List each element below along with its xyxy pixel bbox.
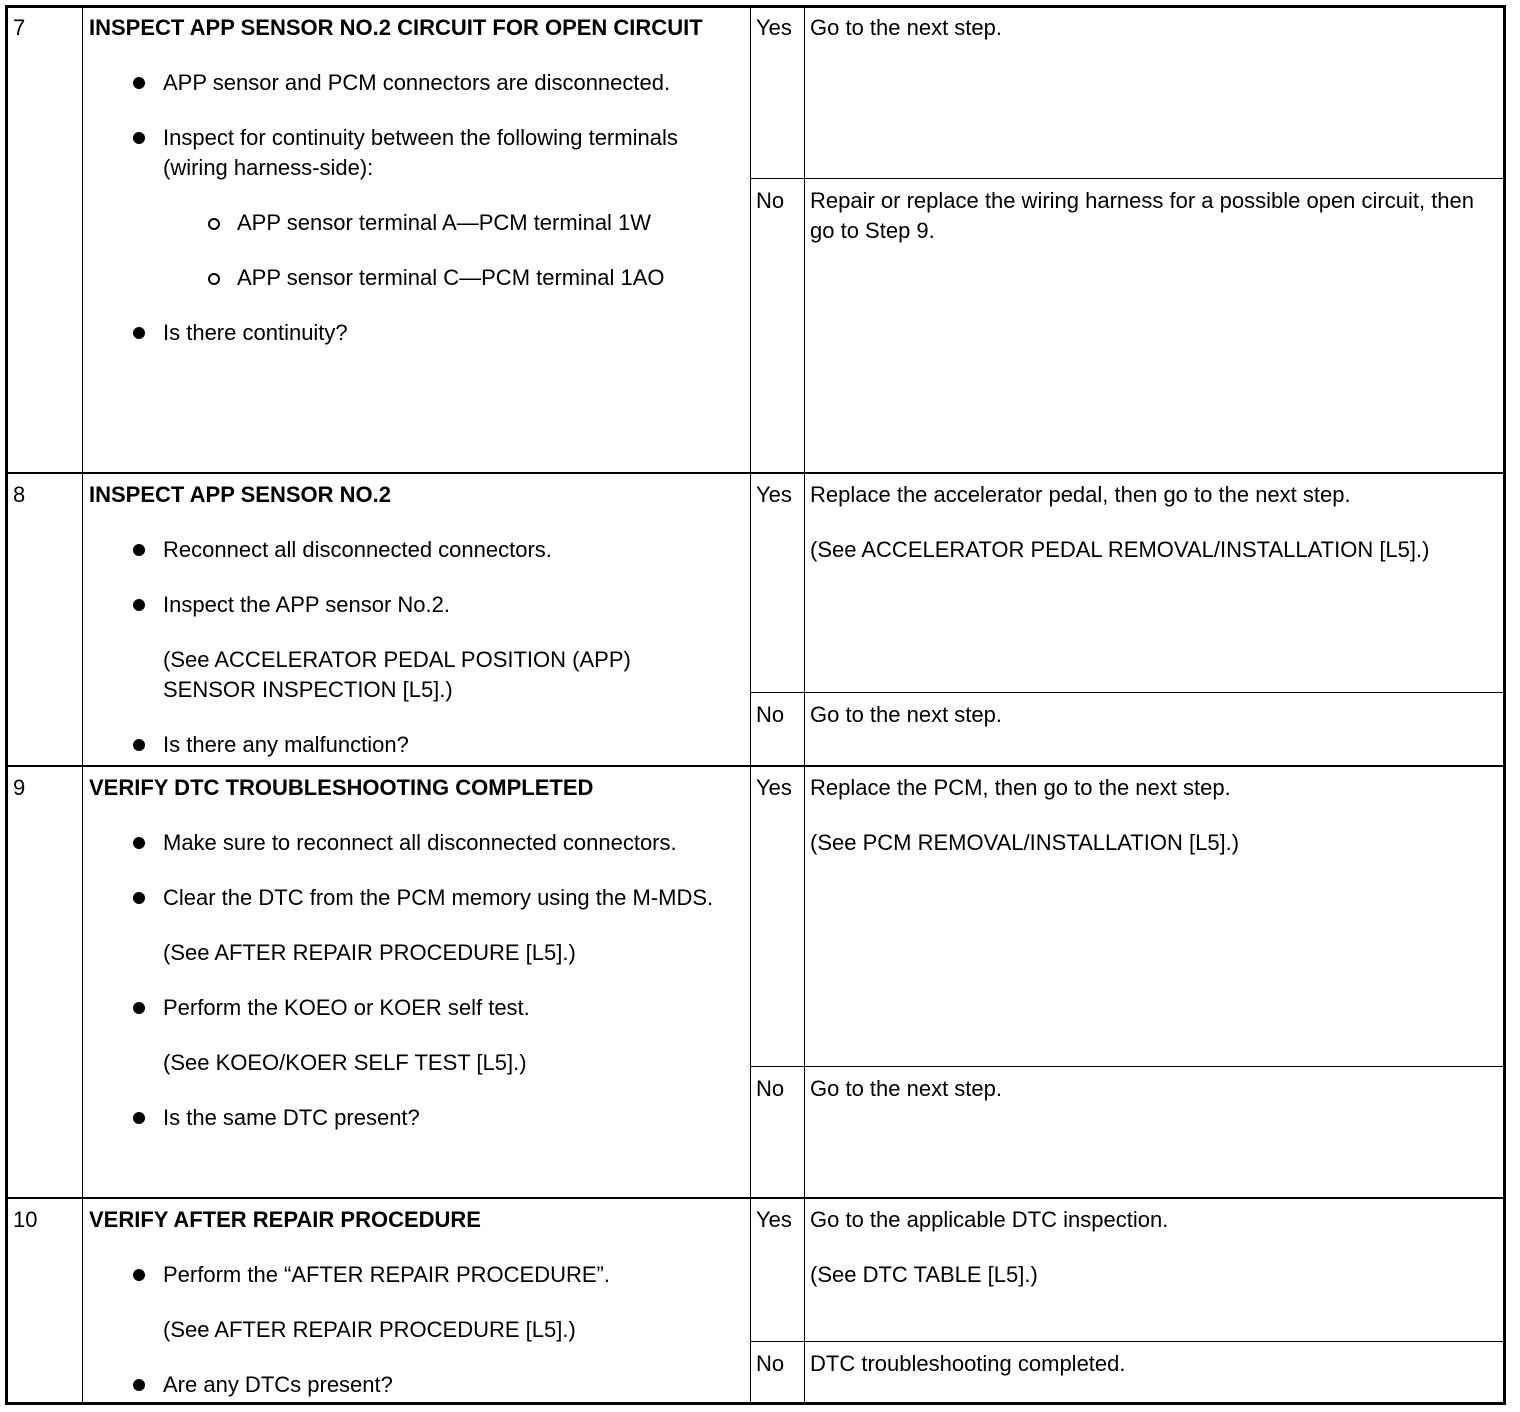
bullet-item: Is the same DTC present? — [89, 1103, 729, 1133]
answer-no: No — [756, 188, 785, 213]
sub-bullet-item: APP sensor terminal C—PCM terminal 1AO — [163, 263, 667, 293]
result-text: Go to the applicable DTC inspection. — [810, 1207, 1169, 1232]
result-text: Replace the accelerator pedal, then go to the next step. — [810, 482, 1351, 507]
reference-note: (See DTC TABLE [L5].) — [810, 1262, 1038, 1287]
answer-yes: Yes — [756, 15, 792, 40]
step-procedure — [89, 1205, 729, 1400]
yes-no-divider — [750, 178, 1503, 179]
row-divider — [8, 1197, 1503, 1199]
answer-yes: Yes — [756, 1207, 792, 1232]
bullet-item: Inspect the APP sensor No.2. — [89, 590, 729, 620]
reference-note: (See ACCELERATOR PEDAL REMOVAL/INSTALLATION [L5].) — [810, 537, 1430, 562]
sub-bullet-item: APP sensor terminal A—PCM terminal 1W — [163, 208, 667, 238]
reference-note: (See ACCELERATOR PEDAL POSITION (APP) SENSOR INSPECTION [L5].) — [163, 647, 631, 702]
row-divider — [8, 765, 1503, 767]
result-yes — [805, 480, 1485, 565]
step-title: VERIFY DTC TROUBLESHOOTING COMPLETED — [89, 775, 594, 800]
step-procedure — [89, 773, 729, 1133]
result-no: Repair or replace the wiring harness for a possible open circuit, then go to Step 9. — [810, 188, 1475, 243]
reference-note: (See PCM REMOVAL/INSTALLATION [L5].) — [810, 830, 1240, 855]
reference-note: (See AFTER REPAIR PROCEDURE [L5].) — [163, 1317, 576, 1342]
bullet-item: Is there any malfunction? — [89, 730, 729, 760]
result-no: Go to the next step. — [810, 1076, 1003, 1101]
result-no: Go to the next step. — [810, 702, 1003, 727]
step-title: INSPECT APP SENSOR NO.2 CIRCUIT FOR OPEN CIRCUIT — [89, 15, 703, 40]
bullet-text: Inspect for continuity between the following terminals (wiring harness-side): — [163, 125, 678, 180]
yes-no-divider — [750, 1341, 1503, 1342]
bullet-item: Reconnect all disconnected connectors. — [89, 535, 729, 565]
bullet-item: Clear the DTC from the PCM memory using the M-MDS. — [89, 883, 729, 913]
step-number: 8 — [13, 482, 26, 507]
step-procedure — [89, 13, 729, 348]
bullet-item: Perform the KOEO or KOER self test. — [89, 993, 729, 1023]
answer-no: No — [756, 1076, 785, 1101]
answer-yes: Yes — [756, 482, 792, 507]
reference-note: (See KOEO/KOER SELF TEST [L5].) — [163, 1050, 527, 1075]
result-no: DTC troubleshooting completed. — [810, 1351, 1126, 1376]
bullet-item: Are any DTCs present? — [89, 1370, 729, 1400]
bullet-item — [89, 123, 729, 293]
step-procedure — [89, 480, 729, 760]
step-title: INSPECT APP SENSOR NO.2 — [89, 482, 391, 507]
bullet-item: Perform the “AFTER REPAIR PROCEDURE”. — [89, 1260, 729, 1290]
result-yes: Go to the next step. — [810, 15, 1003, 40]
result-yes — [805, 1205, 1495, 1290]
step-number: 10 — [13, 1207, 38, 1232]
result-text: Replace the PCM, then go to the next step. — [810, 775, 1231, 800]
answer-no: No — [756, 702, 785, 727]
step-number: 9 — [13, 775, 26, 800]
bullet-item: APP sensor and PCM connectors are disconnected. — [89, 68, 729, 98]
bullet-item: Is there continuity? — [89, 318, 729, 348]
step-title: VERIFY AFTER REPAIR PROCEDURE — [89, 1207, 481, 1232]
yes-no-divider — [750, 692, 1503, 693]
troubleshooting-table — [5, 5, 1506, 1405]
column-divider-step — [82, 8, 83, 1402]
bullet-item: Make sure to reconnect all disconnected connectors. — [89, 828, 729, 858]
answer-no: No — [756, 1351, 785, 1376]
reference-note: (See AFTER REPAIR PROCEDURE [L5].) — [163, 940, 576, 965]
row-divider — [8, 472, 1503, 474]
answer-yes: Yes — [756, 775, 792, 800]
step-number: 7 — [13, 15, 26, 40]
yes-no-divider — [750, 1066, 1503, 1067]
result-yes — [805, 773, 1495, 858]
